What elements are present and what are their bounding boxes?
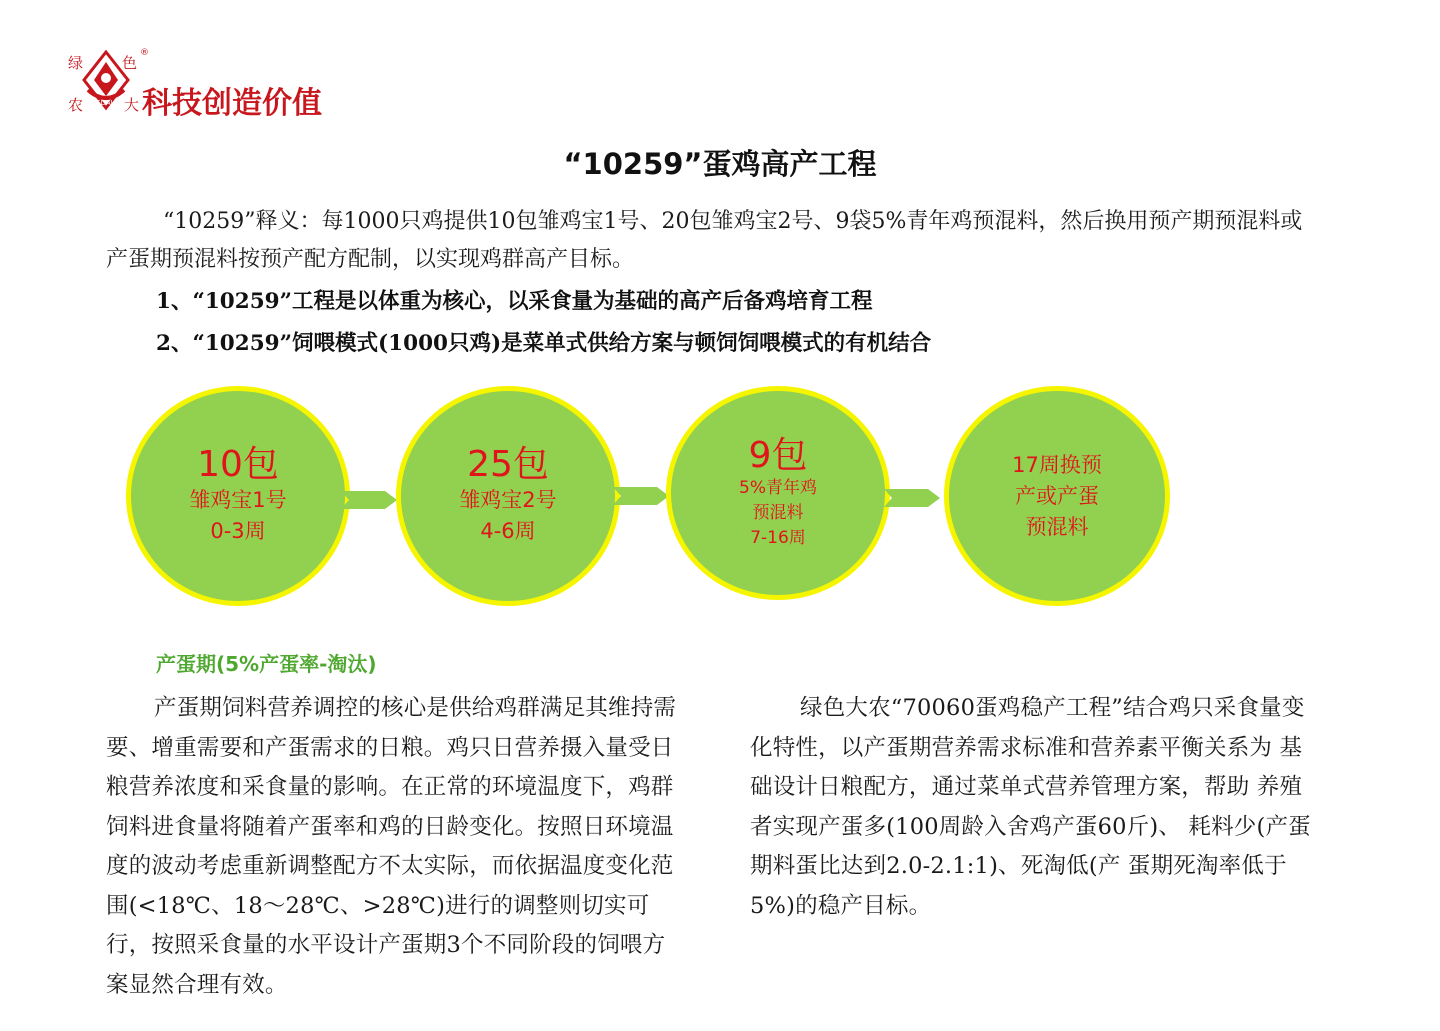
emblem-text: SDAU — [96, 99, 116, 107]
flow-step-3-weeks: 7-16周 — [750, 527, 806, 548]
flow-step-3 — [666, 386, 890, 600]
flow-step-4 — [944, 386, 1170, 606]
flow-step-1-product: 雏鸡宝1号 — [189, 488, 287, 512]
logo — [66, 46, 322, 121]
logo-char-se: 色 — [122, 54, 138, 72]
logo-char-lv: 绿 — [68, 54, 84, 72]
flow-step-1 — [126, 386, 350, 606]
sdau-emblem-icon — [82, 50, 130, 112]
flow-step-3-amount: 9包 — [748, 434, 808, 476]
flow-step-2-product: 雏鸡宝2号 — [459, 488, 557, 512]
registered-mark: ® — [140, 48, 149, 58]
flow-step-2 — [396, 386, 620, 606]
flow-arrow-1 — [341, 487, 401, 513]
flow-step-4-line-1: 17周换预 — [1012, 452, 1102, 477]
flow-step-2-weeks: 4-6周 — [480, 519, 536, 543]
flow-step-3-product: 5%青年鸡 — [739, 477, 817, 498]
flow-step-4-line-3: 预混料 — [1025, 514, 1089, 539]
point-1: 1、“10259”工程是以体重为核心，以采食量为基础的高产后备鸡培育工程 — [156, 289, 873, 314]
flow-step-2-amount: 25包 — [467, 444, 549, 485]
flow-arrow-3 — [884, 485, 944, 511]
section-heading: 产蛋期(5%产蛋率-淘汰) — [156, 652, 377, 676]
flow-step-4-line-2: 产或产蛋 — [1015, 483, 1099, 508]
logo-char-nong: 农 — [68, 96, 84, 114]
flow-step-1-weeks: 0-3周 — [210, 519, 266, 543]
logo-char-da: 大 — [124, 96, 140, 114]
page-title: “10259”蛋鸡高产工程 — [563, 147, 877, 181]
right-paragraph: 绿色大农“70060蛋鸡稳产工程”结合鸡只采食量变 化特性，以产蛋期营养需求标准和营养素平衡关系为 基础设计日粮配方，通过菜单式营养管理方案，帮助 养殖者实现产蛋多(100周龄入舍鸡产蛋60斤)、 耗料少(产蛋期料蛋比达到2.0-2.1:1)、死淘低(产 蛋期死淘率低于5%)的稳产目标。 — [750, 695, 1311, 919]
flow-arrow-2 — [613, 483, 673, 509]
flow-step-1-amount: 10包 — [197, 444, 279, 485]
intro-paragraph: “10259”释义：每1000只鸡提供10包雏鸡宝1号、20包雏鸡宝2号、9袋5%青年鸡预混料，然后换用预产期预混料或产蛋期预混料按预产配方配制，以实现鸡群高产目标。 — [106, 209, 1303, 272]
logo-slogan: 科技创造价值 — [142, 86, 322, 121]
left-paragraph: 产蛋期饲料营养调控的核心是供给鸡群满足其维持需要、增重需要和产蛋需求的日粮。鸡只日营养摄入量受日粮营养浓度和采食量的影响。在正常的环境温度下，鸡群饲料进食量将随着产蛋率和鸡的日龄变化。按照日环境温度的波动考虑重新调整配方不太实际，而依据温度变化范围(<18℃、18～28℃、>28℃)进行的调整则切实可行，按照采食量的水平设计产蛋期3个不同阶段的饲喂方案显然合理有效。 — [106, 695, 677, 998]
flow-step-3-type: 预混料 — [752, 502, 804, 523]
point-2: 2、“10259”饲喂模式(1000只鸡)是菜单式供给方案与顿饲饲喂模式的有机结合 — [156, 331, 932, 356]
